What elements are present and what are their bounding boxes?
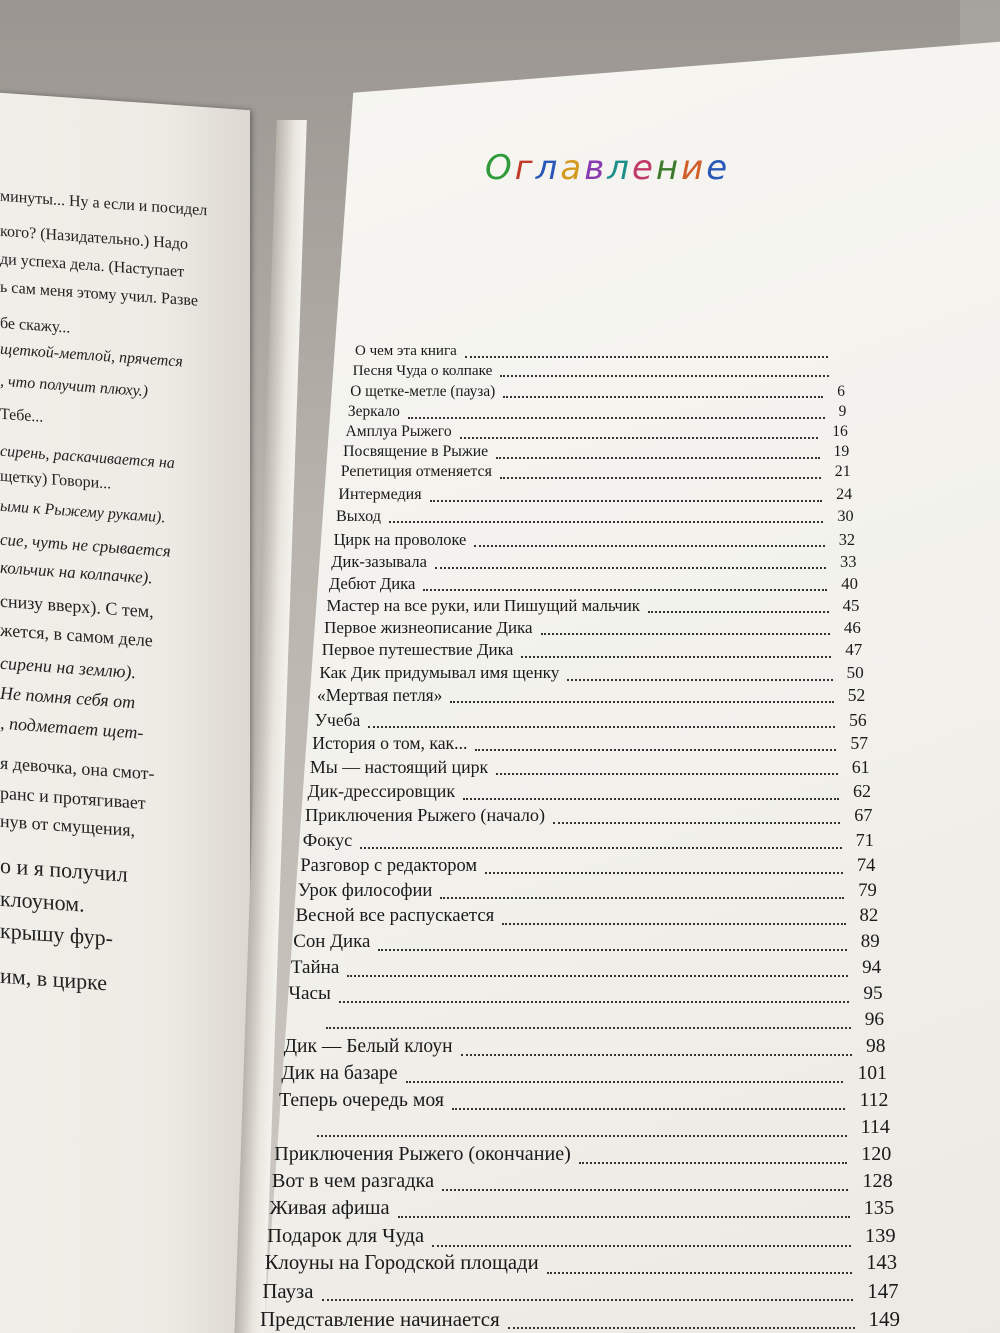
toc-row <box>284 1036 886 1059</box>
toc-leader-dots <box>452 1108 845 1110</box>
toc-entry-title: Фокус <box>302 830 353 850</box>
left-page-line: о и я получил <box>0 852 128 887</box>
heading-letter: л <box>607 148 632 188</box>
toc-entry-title: Урок философии <box>298 880 433 901</box>
toc-row <box>343 443 849 462</box>
heading-letter: л <box>535 148 561 188</box>
toc-leader-dots <box>547 1272 852 1274</box>
toc-row <box>267 1225 896 1250</box>
left-page-line: я девочка, она смот- <box>0 752 155 784</box>
toc-row <box>305 805 872 827</box>
toc-row <box>331 552 856 572</box>
toc-row <box>265 1252 897 1277</box>
left-page-line: крышу фур- <box>0 917 113 951</box>
toc-page-number: 112 <box>859 1089 889 1111</box>
toc-leader-dots <box>406 1081 844 1083</box>
toc-page-number: 61 <box>851 757 870 777</box>
toc-row <box>327 596 860 616</box>
toc-leader-dots <box>475 749 836 751</box>
toc-row <box>293 931 879 954</box>
heading-letter: н <box>655 148 682 188</box>
toc-page-number: 50 <box>846 663 864 682</box>
toc-row <box>291 957 881 980</box>
left-page-line: , что получит плюху.) <box>0 372 148 401</box>
toc-page-number: 128 <box>862 1170 893 1192</box>
toc-page-number: 6 <box>837 383 845 400</box>
toc-leader-dots <box>508 1327 855 1329</box>
toc-leader-dots <box>368 726 835 728</box>
toc-row <box>319 663 863 684</box>
toc-leader-dots <box>442 1189 848 1191</box>
toc-page-number: 89 <box>860 931 880 952</box>
toc-leader-dots <box>450 701 833 703</box>
toc-entry-title: Разговор с редактором <box>300 855 478 875</box>
toc-entry-title: Мы — настоящий цирк <box>309 757 489 777</box>
toc-entry-title: О чем эта книга <box>355 343 457 359</box>
left-page-line: клоуном. <box>0 885 85 917</box>
toc-leader-dots <box>496 457 819 459</box>
toc-entry-title: Первое жизнеописание Дика <box>324 618 533 637</box>
toc-leader-dots <box>485 872 843 874</box>
toc-row <box>308 781 872 803</box>
toc-entry-title: Учеба <box>314 710 361 730</box>
toc-leader-dots <box>463 798 839 800</box>
left-page-line: сирень, раскачивается на <box>0 442 175 473</box>
toc-entry-title: Сон Дика <box>293 931 371 952</box>
toc-page-number: 32 <box>838 530 856 549</box>
toc-row <box>317 685 865 706</box>
toc-row <box>350 383 845 401</box>
toc-row <box>312 733 868 754</box>
toc-leader-dots <box>430 500 823 502</box>
left-page-line: ь сам меня этому учил. Разве <box>0 278 198 310</box>
toc-page-number: 47 <box>845 640 863 659</box>
toc-page-number: 139 <box>864 1225 896 1247</box>
toc-page-number: 52 <box>847 685 866 705</box>
toc-entry-title: «Мертвая петля» <box>317 685 443 705</box>
toc-entry-title: Мастер на все руки, или Пишущий мальчик <box>326 596 640 615</box>
toc-row <box>322 640 863 661</box>
toc-page-number: 24 <box>836 486 853 503</box>
heading-letter: а <box>560 148 585 188</box>
left-page <box>0 90 250 1333</box>
toc-leader-dots <box>339 1001 850 1003</box>
left-page-line: ди успеха дела. (Наступает <box>0 250 185 281</box>
left-page-line: снизу вверх). С тем, <box>0 590 154 622</box>
toc-row <box>346 423 848 442</box>
left-page-line: бе скажу... <box>0 314 71 337</box>
toc-row <box>286 1009 884 1032</box>
toc-page-number: 62 <box>853 781 871 801</box>
left-page-line: щеткой-метлой, прячется <box>0 340 183 371</box>
toc-entry-title: Клоуны на Городской площади <box>264 1252 539 1274</box>
left-page-line: нув от смущения, <box>0 810 136 841</box>
toc-page-number: 101 <box>857 1062 887 1084</box>
toc-entry-title: Вот в чем разгадка <box>271 1170 435 1192</box>
toc-entry-title: Выход <box>336 507 382 525</box>
heading-letter: е <box>632 148 656 188</box>
toc-row <box>329 574 858 594</box>
left-page-line: ыми к Рыжему руками). <box>0 497 166 527</box>
toc-entry-title: Подарок для Чуда <box>267 1225 425 1247</box>
toc-page-number: 82 <box>859 905 879 926</box>
left-page-line: ранс и протягивает <box>0 782 146 813</box>
toc-entry-title: Живая афиша <box>269 1197 390 1219</box>
toc-row <box>262 1279 898 1304</box>
toc-entry-title: Теперь очередь моя <box>279 1089 445 1111</box>
toc-page-number: 19 <box>833 443 850 460</box>
toc-leader-dots <box>496 773 837 775</box>
toc-entry-title: Песня Чуда о колпаке <box>352 362 493 379</box>
left-page-line: жется, в самом деле <box>0 619 153 651</box>
toc-leader-dots <box>440 897 844 899</box>
toc-entry-title: Представление начинается <box>260 1307 500 1331</box>
toc-entry-title: Зеркало <box>347 403 400 420</box>
toc-entry-title: Дик — Белый клоун <box>283 1036 453 1057</box>
toc-page-number: 45 <box>842 596 860 615</box>
left-page-line: , подметает щет- <box>0 712 144 743</box>
toc-row <box>270 1197 895 1221</box>
toc-leader-dots <box>460 437 819 439</box>
toc-row <box>274 1143 891 1167</box>
left-page-line: сирени на землю). <box>0 652 136 683</box>
toc-entry-title: Репетиция отменяется <box>340 463 492 480</box>
toc-entry-title: Дик на базаре <box>281 1062 398 1084</box>
toc-leader-dots <box>503 396 823 398</box>
toc-row <box>315 710 867 731</box>
toc-leader-dots <box>648 611 829 613</box>
toc-leader-dots <box>398 1216 850 1218</box>
toc-page-number: 71 <box>855 830 874 850</box>
heading-letter: в <box>584 148 608 188</box>
toc-leader-dots <box>500 375 829 377</box>
left-page-line: щетку) Говори... <box>0 467 112 493</box>
toc-page-number: 98 <box>866 1036 886 1057</box>
toc-leader-dots <box>521 656 831 658</box>
toc-page-number: 94 <box>862 957 882 978</box>
left-page-line: сие, чуть не срывается <box>0 529 171 561</box>
toc-entry-title: Часы <box>288 983 331 1004</box>
toc-leader-dots <box>465 356 828 358</box>
toc-leader-dots <box>347 975 848 977</box>
left-page-line: минуты... Ну а если и посидел <box>0 187 208 220</box>
toc-row <box>348 403 846 422</box>
toc-row <box>336 507 854 526</box>
toc-leader-dots <box>553 822 840 824</box>
toc-page-number: 33 <box>840 552 857 571</box>
toc-row <box>272 1170 893 1194</box>
toc-row <box>310 757 870 778</box>
left-page-line: Не помня себя от <box>0 682 136 713</box>
toc-page-number: 114 <box>860 1116 890 1138</box>
toc-page-number: 9 <box>838 403 847 420</box>
toc-leader-dots <box>432 1245 851 1247</box>
toc-page-number: 30 <box>837 507 854 525</box>
toc-row <box>277 1116 890 1140</box>
heading-letter: г <box>514 148 536 188</box>
toc-page-number: 56 <box>849 710 867 730</box>
toc-row <box>289 983 883 1006</box>
toc-entry-title: Как Дик придумывал имя щенку <box>319 663 560 682</box>
toc-row <box>279 1089 888 1113</box>
toc-row <box>300 855 875 877</box>
left-page-line: им, в цирке <box>0 962 108 996</box>
toc-entry-title: Пауза <box>262 1279 314 1303</box>
toc-page-number: 67 <box>854 805 873 825</box>
toc-page-number: 74 <box>856 855 876 875</box>
toc-page-number: 46 <box>843 618 861 637</box>
heading-letter: е <box>706 148 731 188</box>
toc-entry-title: Интермедия <box>338 486 422 503</box>
toc-leader-dots <box>360 847 841 849</box>
toc-leader-dots <box>502 923 845 925</box>
toc-row <box>355 343 842 361</box>
toc-leader-dots <box>389 521 823 523</box>
toc-row <box>341 463 851 482</box>
toc-entry-title: Первое путешествие Дика <box>321 640 514 659</box>
contents-heading <box>485 148 730 188</box>
toc-row <box>324 618 861 638</box>
toc-entry-title: Амплуа Рыжего <box>345 423 452 440</box>
toc-page-number: 149 <box>868 1307 900 1331</box>
toc-leader-dots <box>378 949 846 951</box>
heading-letter: О <box>485 148 515 188</box>
toc-entry-title: О щетке-метле (пауза) <box>350 383 496 400</box>
toc-row <box>281 1062 887 1086</box>
toc-leader-dots <box>579 1162 847 1164</box>
toc-leader-dots <box>541 633 830 635</box>
toc-row <box>303 830 874 852</box>
toc-leader-dots <box>461 1054 852 1056</box>
toc-leader-dots <box>423 589 827 591</box>
toc-entry-title: Посвящение в Рыжие <box>343 443 489 460</box>
toc-leader-dots <box>567 679 832 681</box>
toc-entry-title: Тайна <box>290 957 340 978</box>
toc-page-number: 79 <box>858 880 877 901</box>
toc-page-number: 120 <box>861 1143 892 1165</box>
toc-entry-title: Приключения Рыжего (окончание) <box>274 1143 571 1165</box>
toc-page-number: 95 <box>863 983 883 1004</box>
heading-letter: и <box>681 148 707 188</box>
toc-leader-dots <box>317 1135 847 1137</box>
toc-leader-dots <box>322 1299 854 1301</box>
toc-leader-dots <box>500 477 821 479</box>
toc-page-number: 40 <box>841 574 858 593</box>
toc-entry-title: История о том, как... <box>312 733 468 753</box>
toc-leader-dots <box>435 567 826 569</box>
toc-leader-dots <box>474 545 824 547</box>
left-page-line: кольчик на колпачке). <box>0 557 153 588</box>
toc-page-number: 96 <box>864 1009 885 1030</box>
toc-page-number: 16 <box>832 423 848 440</box>
toc-leader-dots <box>408 417 825 419</box>
left-page-line: кого? (Назидательно.) Надо <box>0 222 188 253</box>
toc-page-number: 57 <box>850 733 869 753</box>
toc-page-number: 143 <box>866 1252 898 1274</box>
toc-entry-title: Весной все распускается <box>295 905 495 926</box>
toc-row <box>260 1307 900 1332</box>
toc-entry-title: Дик-дрессировщик <box>307 781 456 801</box>
toc-row <box>338 486 852 505</box>
toc-row <box>353 362 844 380</box>
toc-entry-title: Дик-зазывала <box>331 552 427 571</box>
toc-leader-dots <box>326 1027 851 1029</box>
toc-page-number: 135 <box>863 1197 895 1219</box>
toc-row <box>298 880 877 902</box>
toc-page-number: 147 <box>867 1279 899 1303</box>
toc-row <box>334 530 855 550</box>
toc-row <box>296 905 879 928</box>
toc-entry-title: Приключения Рыжего (начало) <box>305 805 545 825</box>
toc-page-number: 21 <box>834 463 851 480</box>
left-page-line: Тебе... <box>0 405 44 426</box>
toc-entry-title: Дебют Дика <box>328 574 416 593</box>
toc-entry-title: Цирк на проволоке <box>333 530 467 549</box>
